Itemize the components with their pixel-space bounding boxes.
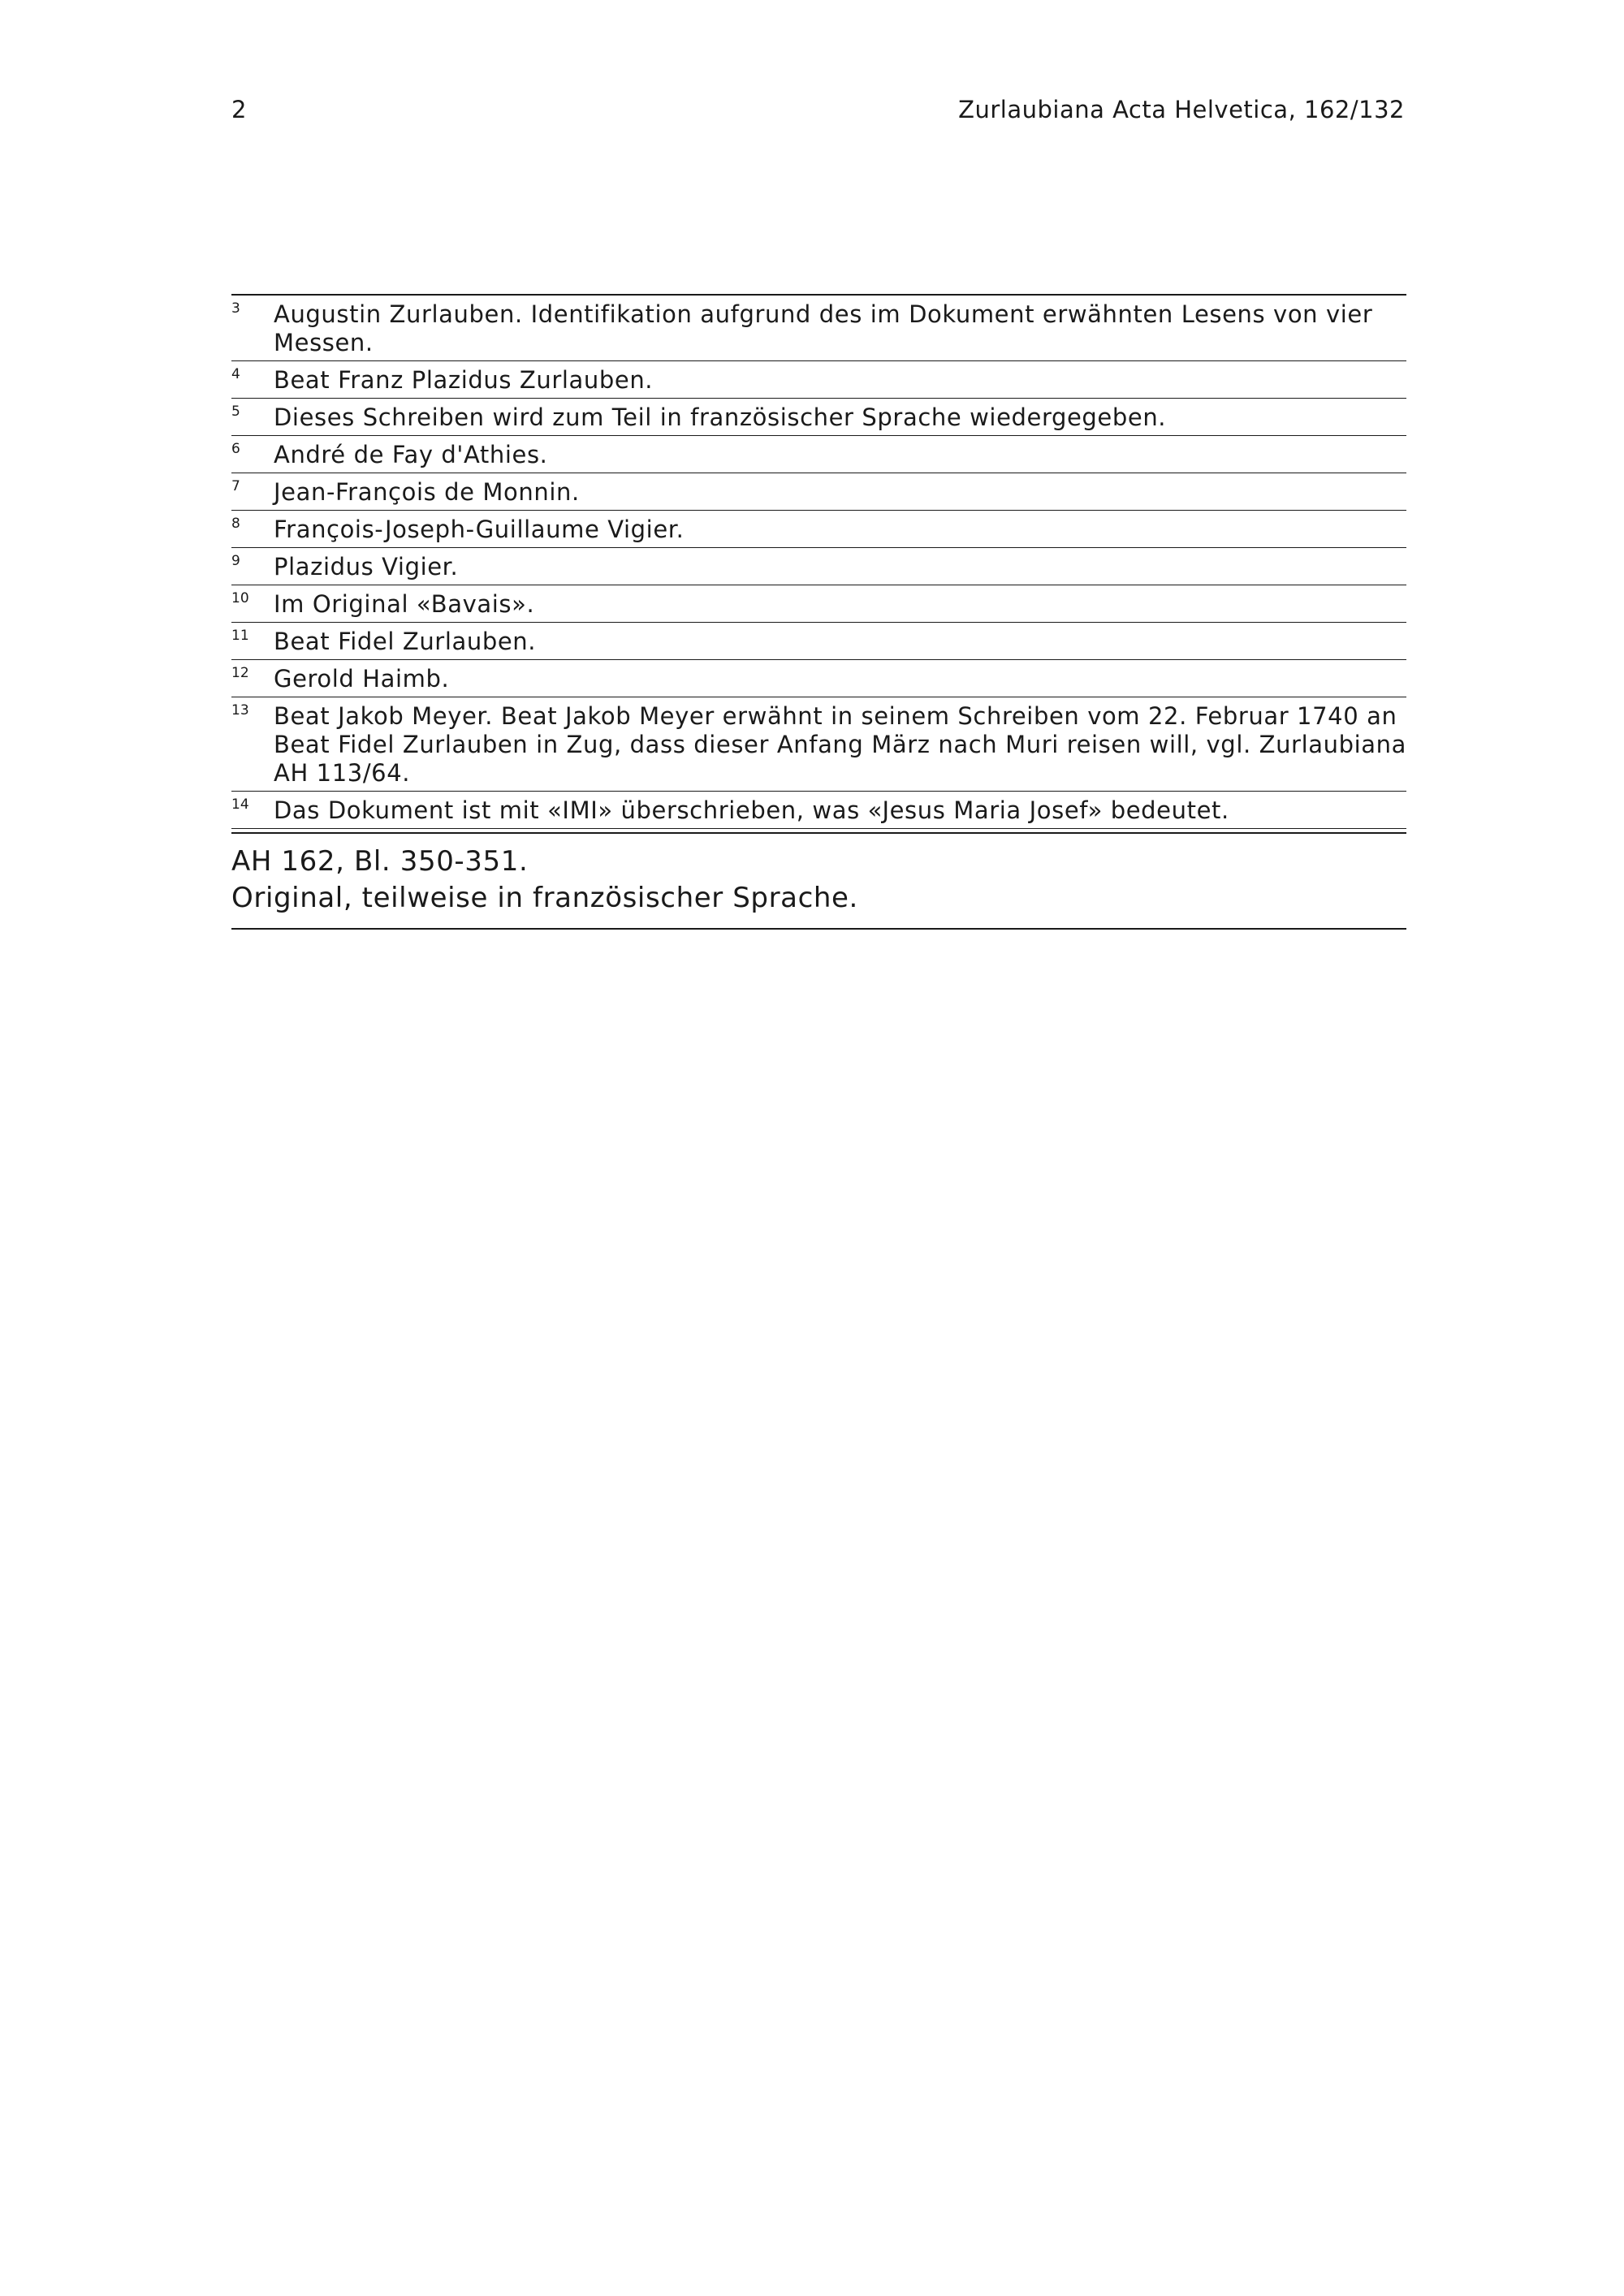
footnote-8 bbox=[231, 511, 1406, 548]
footnote-11 bbox=[231, 623, 1406, 660]
footnote-14 bbox=[231, 792, 1406, 829]
footnote-number: 6 bbox=[231, 441, 240, 457]
footnote-3 bbox=[231, 296, 1406, 361]
footnote-text: Im Original «Bavais». bbox=[274, 590, 535, 618]
footnote-number: 3 bbox=[231, 300, 240, 317]
footnote-text: Jean-François de Monnin. bbox=[274, 478, 580, 506]
notes-block bbox=[231, 294, 1406, 930]
footnote-number: 10 bbox=[231, 590, 249, 606]
footnote-5 bbox=[231, 399, 1406, 436]
source-note bbox=[231, 832, 1406, 930]
footnote-number: 7 bbox=[231, 478, 240, 494]
running-header: Zurlaubiana Acta Helvetica, 162/132 bbox=[958, 96, 1405, 123]
footnote-10 bbox=[231, 585, 1406, 623]
footnote-text: François-Joseph-Guillaume Vigier. bbox=[274, 516, 685, 543]
footnote-text: André de Fay d'Athies. bbox=[274, 441, 548, 468]
footnote-list bbox=[231, 294, 1406, 829]
footnote-text: Beat Fidel Zurlauben. bbox=[274, 628, 537, 655]
source-description: Original, teilweise in französischer Sprache. bbox=[231, 882, 858, 914]
footnote-number: 13 bbox=[231, 702, 249, 719]
footnote-7 bbox=[231, 473, 1406, 511]
footnote-text: Augustin Zurlauben. Identifikation aufgrund des im Dokument erwähnten Lesens von vier Messen. bbox=[274, 300, 1373, 356]
footnote-9 bbox=[231, 548, 1406, 585]
page-number: 2 bbox=[231, 96, 247, 123]
footnote-number: 12 bbox=[231, 665, 249, 681]
footnote-number: 11 bbox=[231, 628, 249, 644]
footnote-text: Das Dokument ist mit «IMI» überschrieben, was «Jesus Maria Josef» bedeutet. bbox=[274, 796, 1229, 824]
footnote-text: Gerold Haimb. bbox=[274, 665, 450, 693]
footnote-text: Beat Franz Plazidus Zurlauben. bbox=[274, 366, 654, 394]
source-reference: AH 162, Bl. 350-351. bbox=[231, 845, 529, 878]
footnote-4 bbox=[231, 361, 1406, 399]
footnote-text: Plazidus Vigier. bbox=[274, 553, 459, 580]
footnote-number: 5 bbox=[231, 404, 240, 420]
footnote-12 bbox=[231, 660, 1406, 697]
footnote-number: 14 bbox=[231, 796, 249, 813]
footnote-number: 4 bbox=[231, 366, 240, 382]
footnote-13 bbox=[231, 697, 1406, 792]
footnote-number: 8 bbox=[231, 516, 240, 532]
footnote-text: Beat Jakob Meyer. Beat Jakob Meyer erwähnt in seinem Schreiben vom 22. Februar 1740 an Beat Fidel Zurlauben in Zug, dass dieser Anfang März nach Muri reisen will, vgl. Zurlaubiana AH 113/64. bbox=[274, 702, 1406, 787]
footnote-number: 9 bbox=[231, 553, 240, 569]
footnote-text: Dieses Schreiben wird zum Teil in französischer Sprache wiedergegeben. bbox=[274, 404, 1167, 431]
footnote-6 bbox=[231, 436, 1406, 473]
